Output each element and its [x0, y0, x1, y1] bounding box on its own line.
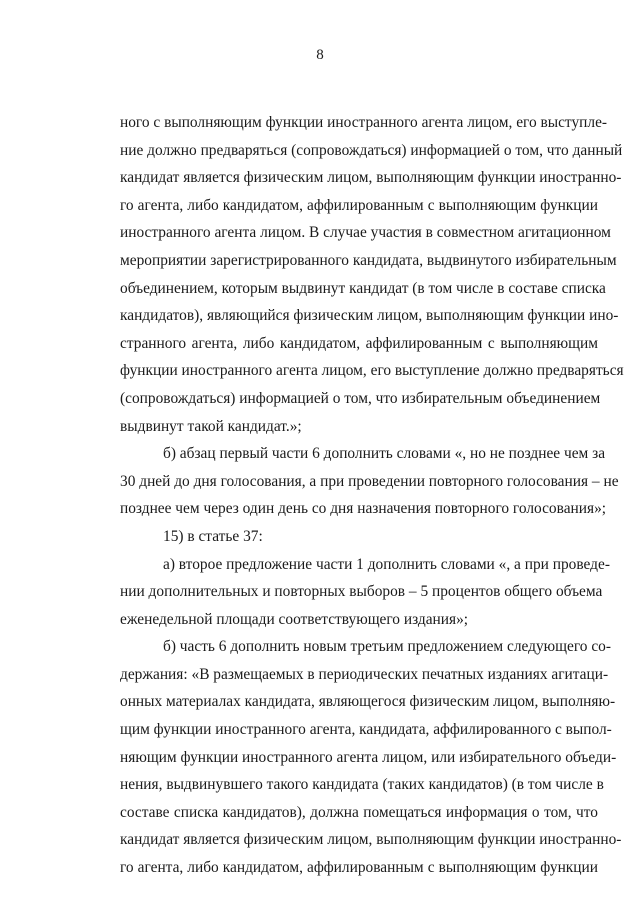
text-line: 30 дней до дня голосования, а при проведении повторного голосования – не — [120, 472, 619, 490]
text-line: ного с выполняющим функции иностранного агента лицом, его выступле- — [120, 114, 608, 131]
text-line: кандидат является физическим лицом, выполняющим функции иностранно- — [120, 169, 622, 187]
text-line: позднее чем через один день со дня назначения повторного голосования»; — [120, 500, 607, 518]
text-line: 15) в статье 37: — [163, 527, 263, 545]
text-line: нии дополнительных и повторных выборов – 5 процентов общего объема — [120, 583, 603, 601]
text-line: го агента, либо кандидатом, аффилированным с выполняющим функции — [120, 196, 598, 214]
text-line: составе списка кандидатов), должна помещаться информация о том, что — [120, 803, 598, 821]
text-line: онных материалах кандидата, являющегося физическим лицом, выполняю- — [120, 693, 616, 711]
text-line: кандидатов), являющийся физическим лицом, выполняющим функции ино- — [120, 307, 619, 325]
text-line: выдвинут такой кандидат.»; — [120, 417, 302, 435]
text-line: иностранного агента лицом. В случае участия в совместном агитационном — [120, 224, 611, 242]
text-line: го агента, либо кандидатом, аффилированным с выполняющим функции — [120, 859, 598, 877]
text-line: странного агента, либо кандидатом, аффилированным с выполняющим — [120, 334, 598, 352]
page-number: 8 — [316, 47, 324, 63]
text-line: нения, выдвинувшего такого кандидата (таких кандидатов) (в том числе в — [120, 776, 604, 794]
text-line: (сопровождаться) информацией о том, что избирательным объединением — [120, 389, 601, 407]
text-line: еженедельной площади соответствующего издания»; — [120, 610, 469, 628]
text-line: объединением, которым выдвинут кандидат (в том числе в составе списка — [120, 279, 606, 297]
text-line: няющим функции иностранного агента лицом, или избирательного объеди- — [120, 748, 617, 766]
text-line: щим функции иностранного агента, кандидата, аффилированного с выпол- — [120, 721, 612, 739]
text-line: держания: «В размещаемых в периодических печатных изданиях агитаци- — [120, 665, 609, 683]
text-line: кандидат является физическим лицом, выполняющим функции иностранно- — [120, 831, 622, 849]
text-line: ние должно предваряться (сопровождаться) информацией о том, что данный — [120, 141, 623, 159]
document-body — [120, 109, 624, 882]
text-line: а) второе предложение части 1 дополнить словами «, а при проведе- — [163, 555, 610, 573]
text-line: б) часть 6 дополнить новым третьим предложением следующего со- — [163, 638, 611, 656]
text-line: функции иностранного агента лицом, его выступление должно предваряться — [120, 362, 624, 380]
text-line: б) абзац первый части 6 дополнить словами «, но не позднее чем за — [163, 445, 606, 463]
text-line: мероприятии зарегистрированного кандидата, выдвинутого избирательным — [120, 251, 617, 269]
